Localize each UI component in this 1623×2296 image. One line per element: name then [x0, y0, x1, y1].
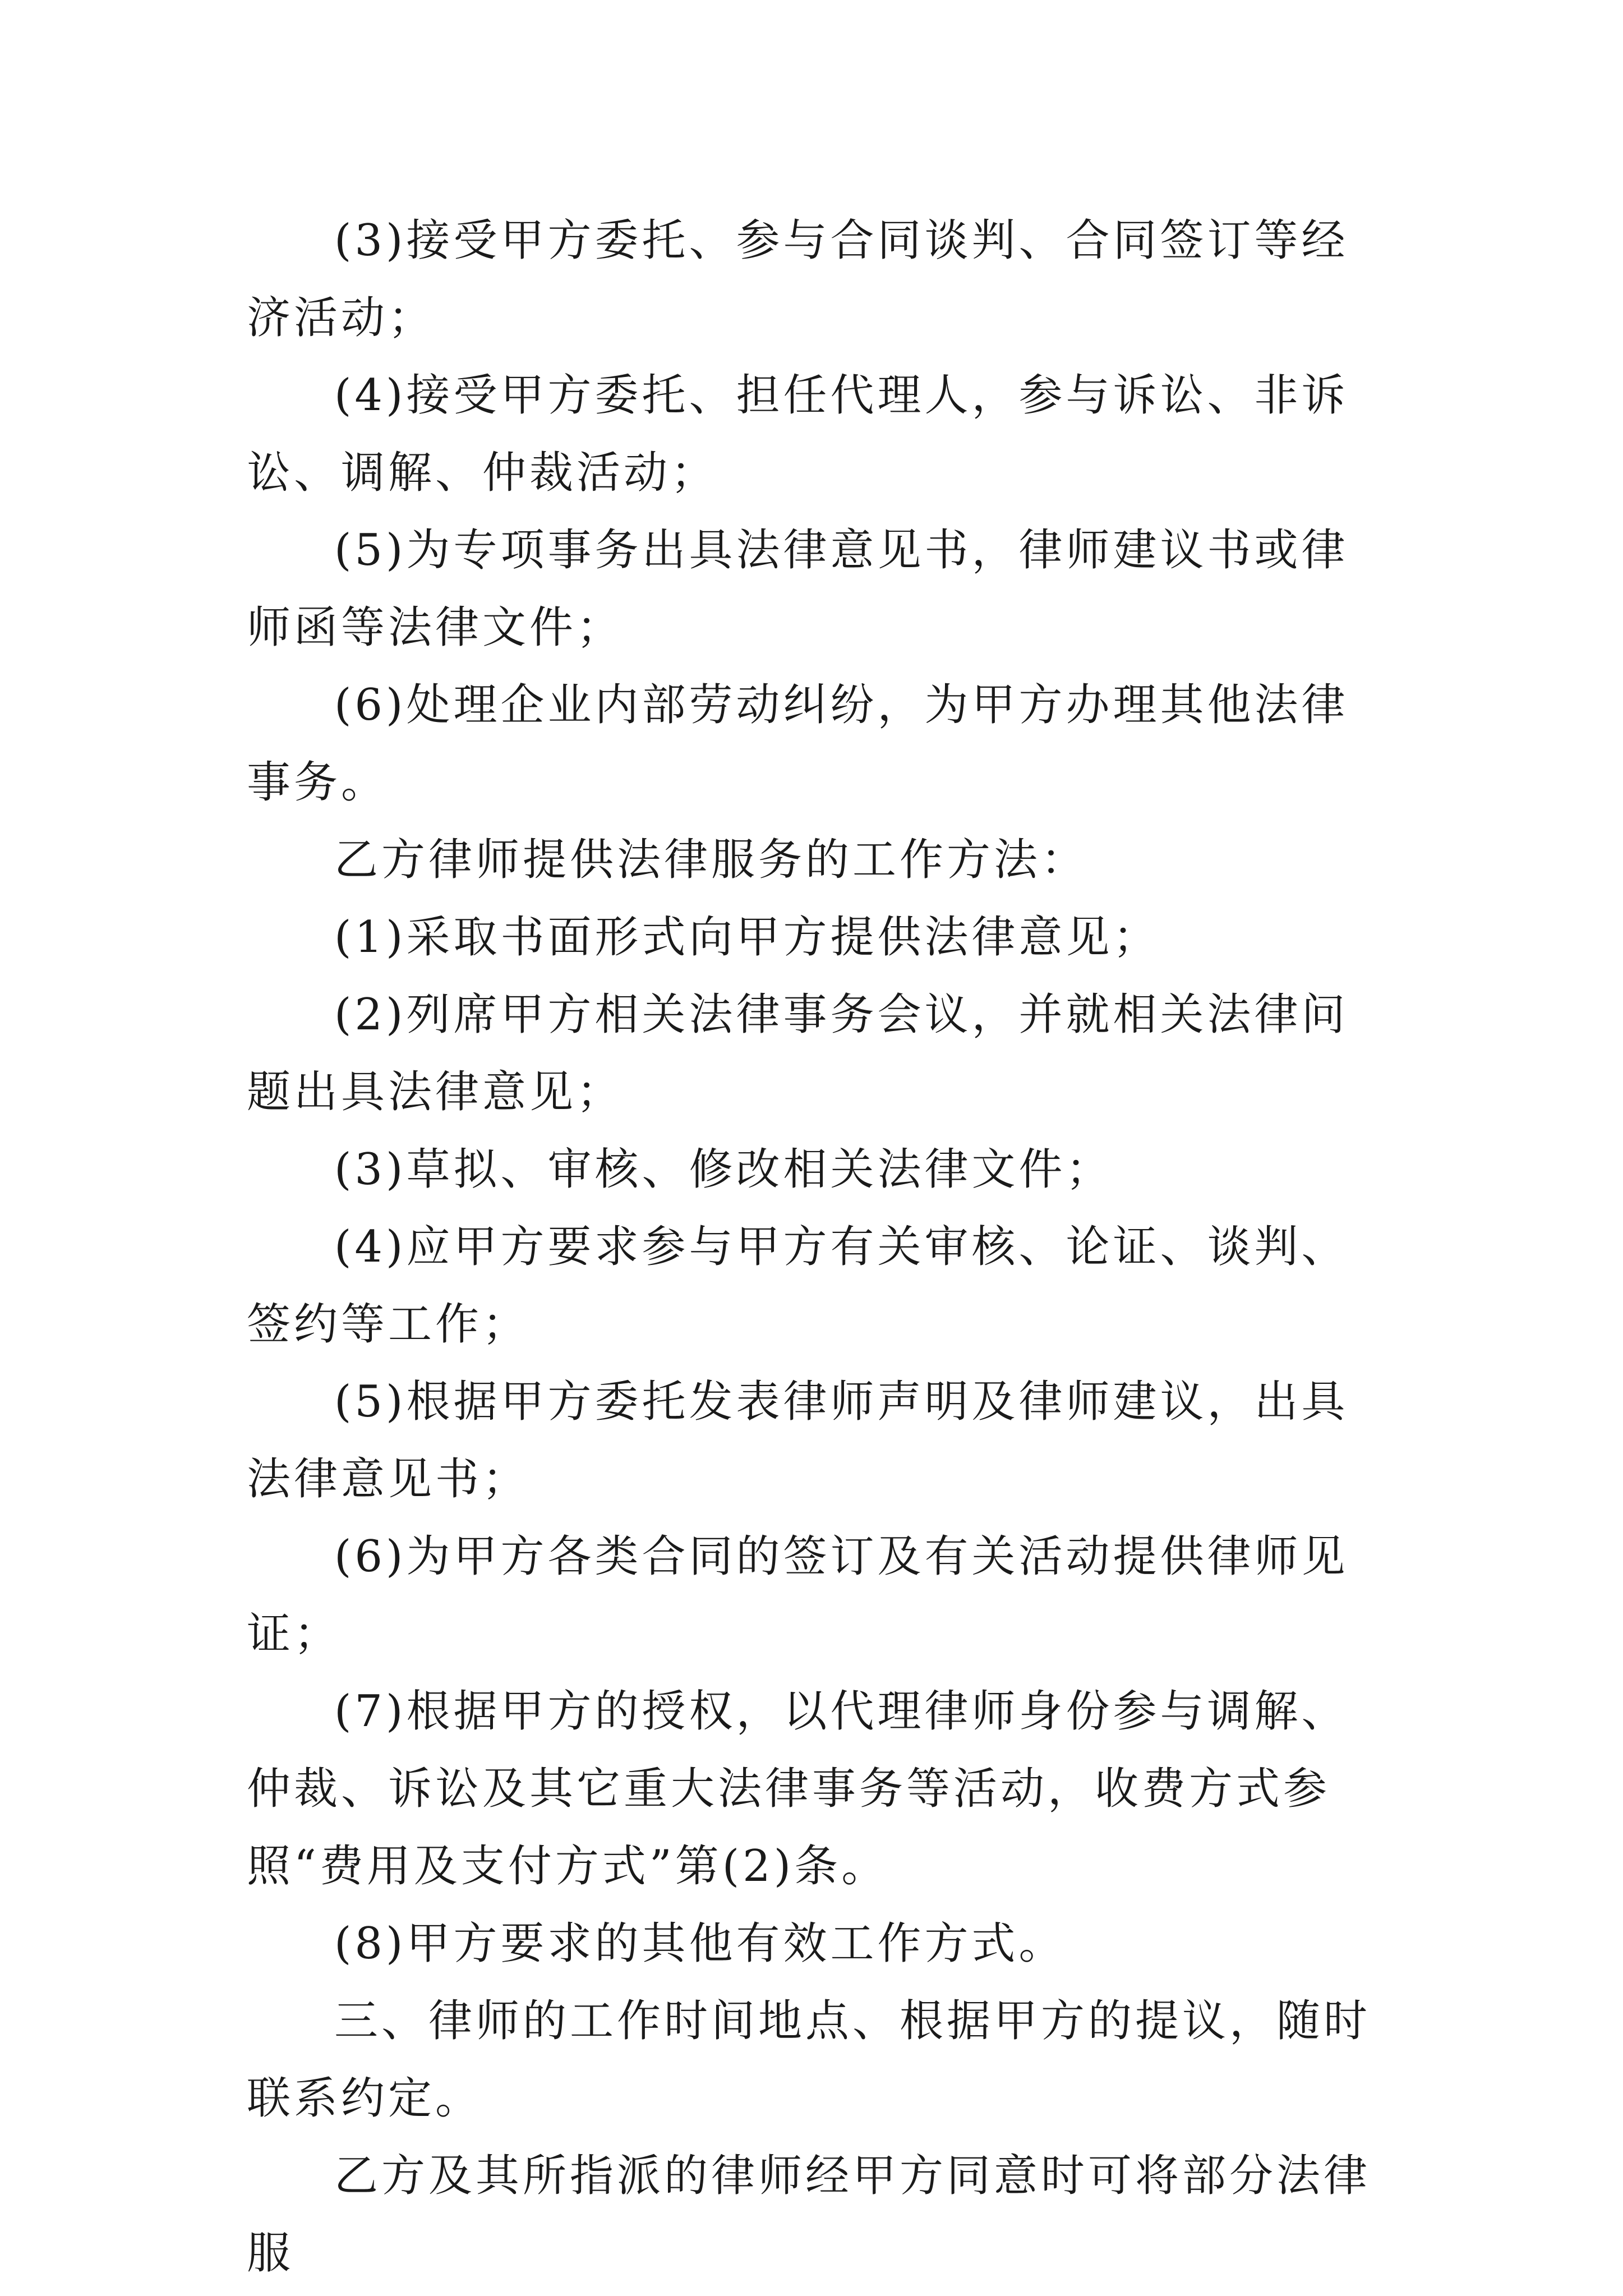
paragraph-1: (3)接受甲方委托、参与合同谈判、合同签订等经济活动；: [247, 215, 1349, 343]
paragraph-4: (6)处理企业内部劳动纠纷，为甲方办理其他法律事务。: [247, 680, 1349, 808]
paragraph-3: (5)为专项事务出具法律意见书，律师建议书或律师函等法律文件；: [247, 525, 1349, 653]
paragraph-2: (4)接受甲方委托、担任代理人，参与诉讼、非诉讼、调解、仲裁活动；: [247, 370, 1349, 498]
paragraph-8: (3)草拟、审核、修改相关法律文件；: [334, 1144, 1113, 1195]
paragraph-11: (6)为甲方各类合同的签订及有关活动提供律师见证；: [247, 1531, 1349, 1659]
paragraph-5: 乙方律师提供法律服务的工作方法：: [334, 835, 1089, 885]
document-body: [247, 202, 1385, 2292]
paragraph-15: 乙方及其所指派的律师经甲方同意时可将部分法律服: [247, 2151, 1371, 2279]
paragraph-14: 三、律师的工作时间地点、根据甲方的提议，随时联系约定。: [247, 1996, 1371, 2124]
paragraph-9: (4)应甲方要求参与甲方有关审核、论证、谈判、签约等工作；: [247, 1222, 1349, 1350]
paragraph-10: (5)根据甲方委托发表律师声明及律师建议，出具法律意见书；: [247, 1377, 1349, 1504]
paragraph-12: (7)根据甲方的授权，以代理律师身份参与调解、仲裁、诉讼及其它重大法律事务等活动，收费方式参照“费用及支付方式”第(2)条。: [247, 1686, 1349, 1892]
paragraph-6: (1)采取书面形式向甲方提供法律意见；: [334, 912, 1160, 963]
paragraph-13: (8)甲方要求的其他有效工作方式。: [334, 1918, 1066, 1969]
paragraph-7: (2)列席甲方相关法律事务会议，并就相关法律问题出具法律意见；: [247, 990, 1349, 1117]
